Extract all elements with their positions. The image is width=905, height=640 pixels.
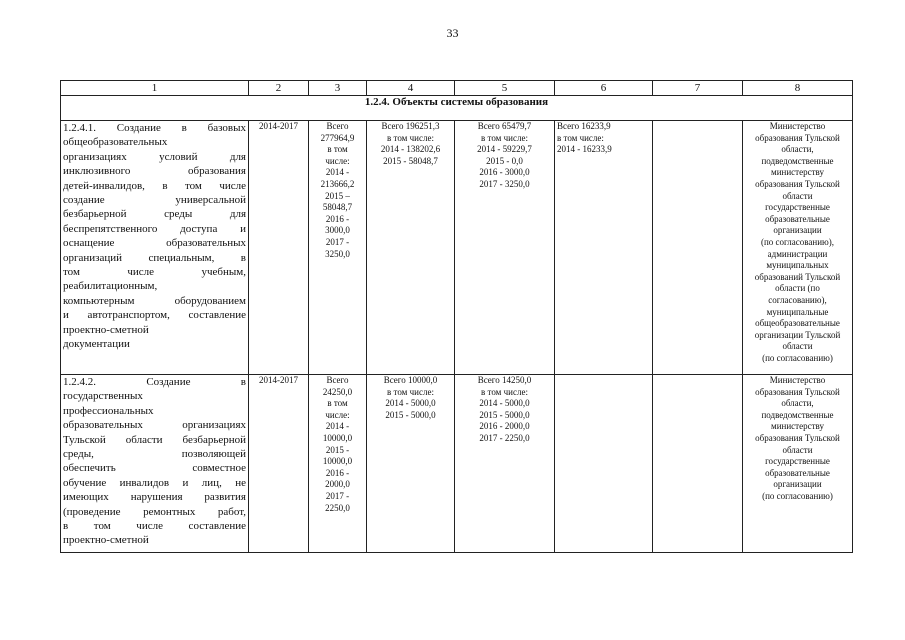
cell-line: области: [782, 190, 813, 201]
cell-line: общеобразовательные: [755, 318, 840, 329]
cell-line: 2000,0: [325, 479, 350, 490]
description-line: том числе учебным,: [63, 266, 246, 279]
cell-line: 2014 - 59229,7: [477, 144, 532, 155]
cell-line: в том: [327, 144, 348, 155]
cell-line: Всего 10000,0: [383, 375, 438, 385]
section-title: 1.2.4. Объекты системы образования: [61, 96, 853, 121]
cell-line: 2017 -: [325, 236, 350, 247]
cell-line: 24250,0: [322, 386, 353, 397]
description-line: среды, позволяющей: [63, 448, 246, 461]
header-row: [61, 81, 853, 96]
other-sources-cell: [653, 375, 743, 553]
cell-line: 3000,0: [325, 225, 350, 236]
description-line: государственных: [63, 390, 143, 403]
regional-budget-cell: [455, 121, 555, 375]
table-row: [61, 121, 853, 375]
description-line: и автотранспортом, составление: [63, 309, 246, 322]
cell-line: муниципальные: [766, 306, 829, 317]
local-budget-cell: [555, 121, 653, 375]
description-line: создание универсальной: [63, 194, 246, 207]
cell-line: организации: [773, 479, 822, 490]
total-cell: [309, 375, 367, 553]
cell-line: Министерство: [769, 375, 826, 385]
cell-line: муниципальных: [766, 260, 829, 271]
header-cell-3: 3: [309, 81, 367, 96]
cell-line: 277964,9: [320, 132, 355, 143]
cell-line: области,: [781, 398, 814, 409]
period-cell: 2014-2017: [249, 375, 309, 553]
executor-cell: [743, 375, 853, 553]
cell-line: Всего 14250,0: [477, 375, 532, 385]
cell-line: министерству: [771, 167, 824, 178]
executor-cell: [743, 121, 853, 375]
header-cell-5: 5: [455, 81, 555, 96]
measure-description: [61, 375, 249, 553]
cell-line: (по согласованию): [762, 352, 833, 363]
cell-line: образования Тульской: [755, 178, 840, 189]
cell-line: 2016 -: [325, 467, 350, 478]
cell-line: (по согласованию): [762, 490, 833, 501]
cell-line: образовательные: [765, 467, 830, 478]
cell-line: государственные: [765, 202, 830, 213]
cell-line: числе:: [325, 409, 350, 420]
cell-line: 213666,2: [320, 178, 355, 189]
cell-line: образования Тульской: [755, 386, 840, 397]
cell-line: области: [782, 341, 813, 352]
cell-line: 2014 -: [325, 167, 350, 178]
cell-line: 2015 - 0,0: [486, 155, 523, 166]
cell-line: в том числе:: [557, 132, 604, 143]
cell-line: (по согласованию),: [760, 236, 834, 247]
description-line: инклюзивного образования: [63, 165, 246, 178]
cell-line: 2016 - 3000,0: [479, 167, 530, 178]
description-line: детей-инвалидов, в том числе: [63, 179, 246, 192]
description-line: организаций специальным, в: [63, 251, 246, 264]
description-line: имеющих нарушения развития: [63, 491, 246, 504]
cell-line: 2016 -: [325, 213, 350, 224]
cell-line: в том: [327, 398, 348, 409]
cell-line: образований Тульской: [754, 271, 841, 282]
description-line: компьютерным оборудованием: [63, 294, 246, 307]
cell-line: организации: [773, 225, 822, 236]
cell-line: 2017 - 2250,0: [479, 432, 530, 443]
cell-line: Всего 65479,7: [477, 121, 532, 131]
header-cell-6: 6: [555, 81, 653, 96]
description-line: профессиональных: [63, 404, 154, 417]
cell-line: 2017 -: [325, 490, 350, 501]
cell-line: области,: [781, 144, 814, 155]
cell-line: Всего: [326, 121, 349, 131]
description-line: обучение инвалидов и лиц, не: [63, 476, 246, 489]
cell-line: министерству: [771, 421, 824, 432]
cell-line: 10000,0: [322, 456, 353, 467]
description-line: проектно-сметной: [63, 534, 149, 547]
description-line: оснащение образовательных: [63, 237, 246, 250]
description-line: (проведение ремонтных работ,: [63, 505, 246, 518]
cell-line: 2014 - 138202,6: [380, 144, 441, 155]
description-line: безбарьерной среды для: [63, 208, 246, 221]
description-line: реабилитационным,: [63, 280, 158, 293]
cell-line: в том числе:: [387, 386, 434, 397]
description-line: документации: [63, 338, 130, 351]
cell-line: образования Тульской: [755, 132, 840, 143]
cell-line: 2250,0: [325, 502, 350, 513]
cell-line: 2015 - 5000,0: [479, 409, 530, 420]
section-row: [61, 96, 853, 121]
cell-line: области: [782, 444, 813, 455]
cell-line: Всего: [326, 375, 349, 385]
cell-line: 2015 - 58048,7: [383, 155, 438, 166]
cell-line: подведомственные: [761, 409, 834, 420]
cell-line: в том числе:: [481, 132, 528, 143]
cell-line: в том числе:: [387, 132, 434, 143]
cell-line: образовательные: [765, 213, 830, 224]
description-line: организациях условий для: [63, 150, 246, 163]
cell-line: Всего 196251,3: [381, 121, 440, 131]
cell-line: 58048,7: [322, 202, 353, 213]
federal-budget-cell: [367, 121, 455, 375]
description-line: Тульской области безбарьерной: [63, 433, 246, 446]
cell-line: администрации: [767, 248, 828, 259]
cell-line: 2014 - 16233,9: [557, 144, 612, 155]
description-line: 1.2.4.2. Создание в: [63, 376, 246, 388]
description-line: проектно-сметной: [63, 323, 149, 336]
cell-line: 2015 –: [325, 190, 350, 201]
cell-line: организации Тульской: [754, 329, 841, 340]
cell-line: подведомственные: [761, 155, 834, 166]
total-cell: [309, 121, 367, 375]
other-sources-cell: [653, 121, 743, 375]
description-line: общеобразовательных: [63, 136, 168, 149]
description-line: образовательных организациях: [63, 419, 246, 432]
measure-description: [61, 121, 249, 375]
page-number: 33: [446, 26, 459, 40]
description-line: в том числе составление: [63, 520, 246, 533]
cell-line: государственные: [765, 456, 830, 467]
description-line: 1.2.4.1. Создание в базовых: [63, 122, 246, 134]
header-cell-8: 8: [743, 81, 853, 96]
cell-line: 2016 - 2000,0: [479, 421, 530, 432]
cell-line: 3250,0: [325, 248, 350, 259]
period-cell: 2014-2017: [249, 121, 309, 375]
description-line: беспрепятственного доступа и: [63, 222, 246, 235]
federal-budget-cell: [367, 375, 455, 553]
program-table: [60, 80, 853, 553]
cell-line: 2017 - 3250,0: [479, 178, 530, 189]
header-cell-1: 1: [61, 81, 249, 96]
cell-line: Министерство: [769, 121, 826, 131]
cell-line: 2014 - 5000,0: [479, 398, 530, 409]
cell-line: в том числе:: [481, 386, 528, 397]
cell-line: области (по: [775, 283, 820, 294]
cell-line: согласованию),: [768, 294, 827, 305]
local-budget-cell: [555, 375, 653, 553]
cell-line: 2015 - 5000,0: [385, 409, 436, 420]
cell-line: Всего 16233,9: [557, 121, 611, 131]
cell-line: 2014 - 5000,0: [385, 398, 436, 409]
cell-line: 2014 -: [325, 421, 350, 432]
cell-line: числе:: [325, 155, 350, 166]
header-cell-7: 7: [653, 81, 743, 96]
cell-line: 2015 -: [325, 444, 350, 455]
cell-line: образования Тульской: [755, 432, 840, 443]
regional-budget-cell: [455, 375, 555, 553]
table-row: [61, 375, 853, 553]
header-cell-4: 4: [367, 81, 455, 96]
cell-line: 10000,0: [322, 432, 353, 443]
description-line: обеспечить совместное: [63, 462, 246, 475]
header-cell-2: 2: [249, 81, 309, 96]
